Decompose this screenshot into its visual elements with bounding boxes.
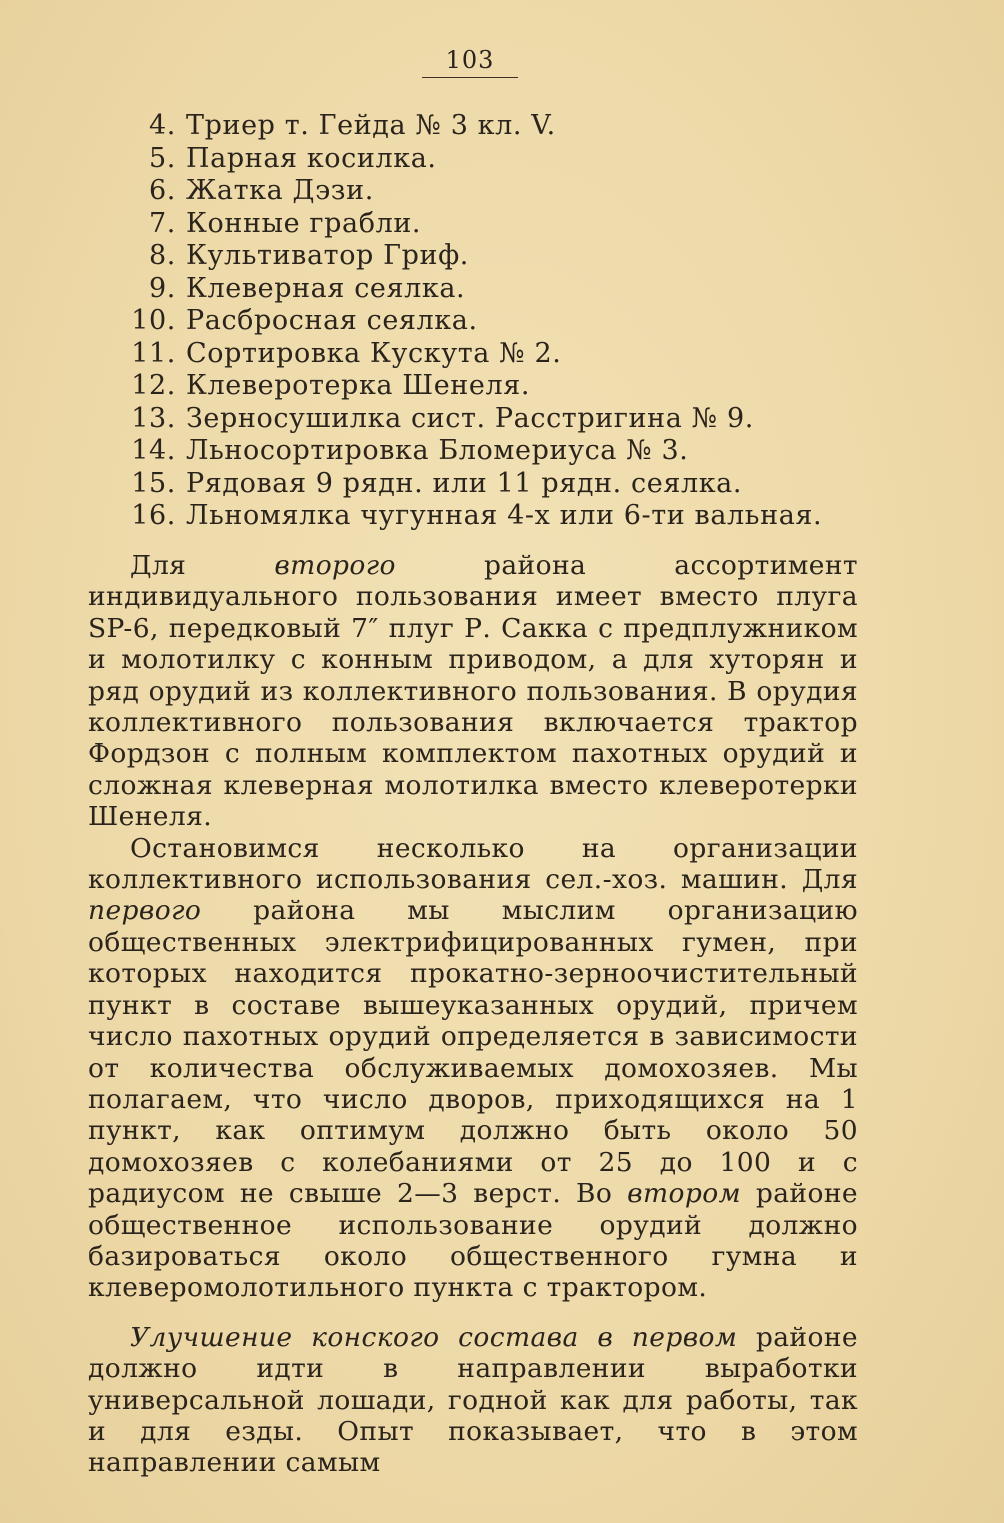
paragraph-collective-use: [88, 833, 858, 1304]
list-item: [112, 110, 822, 143]
list-item: [112, 500, 822, 533]
list-item: [112, 208, 822, 241]
list-item: [112, 338, 822, 371]
list-item-text: Рядовая 9 рядн. или 11 рядн. сеялка.: [186, 467, 743, 499]
list-item-number: 10.: [131, 305, 176, 336]
list-item-number: 16.: [131, 500, 176, 531]
list-item-number: 11.: [131, 337, 176, 369]
paragraph-text: Для: [130, 550, 275, 581]
list-item: [112, 240, 822, 273]
list-item: [112, 403, 822, 436]
list-item-text: Льносортировка Бломериуса № 3.: [186, 435, 689, 466]
page-number-rule: [422, 77, 518, 78]
paragraph-emphasis: Улучшение конского состава в первом: [130, 1321, 738, 1353]
paragraph-second-district: [88, 550, 858, 833]
list-item-text: Жатка Дэзи.: [186, 175, 374, 206]
paragraph-emphasis: второго: [274, 550, 396, 581]
list-item-text: Клеверная сеялка.: [186, 272, 466, 304]
list-item-number: 13.: [131, 402, 176, 434]
list-item-number: 6.: [149, 175, 176, 206]
paragraph-text: Остановимся несколько на организации коллективного использования сел.-хоз. машин. Для: [88, 832, 858, 896]
paragraph-horse-breeding: [88, 1322, 858, 1479]
list-item: [112, 468, 822, 501]
paragraph-text: района мы мыслим организацию общественных электрифицированных гумен, при которых находится прокатно-зерноочистительный пункт в составе вышеуказанных орудий, причем число пахотных орудий определяется в зависимости от количества обслуживаемых домохозяев. Мы полагаем, что число дворов, приходящихся на 1 пункт, как оптимум должно быть около 50 домохозяев с колебаниями от 25 до 100 и с радиусом не свыше 2—3 верст. Во: [88, 895, 858, 1210]
list-item-text: Расбросная сеялка.: [186, 305, 478, 336]
list-item-text: Сортировка Кускута № 2.: [186, 337, 562, 369]
page-number: 103: [445, 46, 495, 74]
paragraph-emphasis: втором: [627, 1178, 741, 1210]
list-item-text: Конные грабли.: [186, 207, 422, 239]
paragraph-text: районе должно идти в направлении выработки универсальной лошади, годной как для работы, так и для езды. Опыт показывает, что в этом направлении самым: [88, 1321, 858, 1479]
paragraph-text: районе общественное использование орудий должно базироваться около общественного гумна и клеверомолотильного пункта с трактором.: [88, 1178, 858, 1304]
list-item: [112, 175, 822, 208]
list-item: [112, 435, 822, 468]
list-item-number: 5.: [149, 142, 176, 174]
list-item-number: 8.: [149, 240, 176, 271]
paragraph-text: района ассортимент индивидуального пользования имеет вместо плуга SP-6, передковый 7″ плуг Р. Сакка с предплужником и молотилку с конным приводом, а для хуторян и ряд орудий из коллективного пользования. В орудия коллективного пользования включается трактор Фордзон с полным комплектом пахотных орудий и сложная клеверная молотилка вместо клеверотерки Шенеля.: [88, 550, 858, 833]
list-item-text: Льномялка чугунная 4-х или 6-ти вальная.: [186, 500, 823, 531]
list-item: [112, 143, 822, 176]
body-text: [88, 550, 858, 1479]
list-item-number: 15.: [131, 467, 176, 499]
list-item: [112, 273, 822, 306]
list-item-number: 9.: [149, 272, 176, 304]
list-item-number: 7.: [149, 207, 176, 239]
list-item-text: Культиватор Гриф.: [186, 240, 469, 271]
paragraph-emphasis: первого: [88, 895, 202, 927]
list-item-text: Клеверотерка Шенеля.: [186, 370, 531, 401]
list-item-number: 14.: [131, 435, 176, 466]
list-item: [112, 305, 822, 338]
list-item: [112, 370, 822, 403]
list-item-text: Зерносушилка сист. Расстригина № 9.: [186, 402, 754, 434]
list-item-number: 12.: [131, 370, 176, 401]
list-item-number: 4.: [149, 110, 176, 141]
list-item-text: Парная косилка.: [186, 142, 437, 174]
list-item-text: Триер т. Гейда № 3 кл. V.: [186, 110, 556, 141]
implements-list: [112, 110, 822, 533]
